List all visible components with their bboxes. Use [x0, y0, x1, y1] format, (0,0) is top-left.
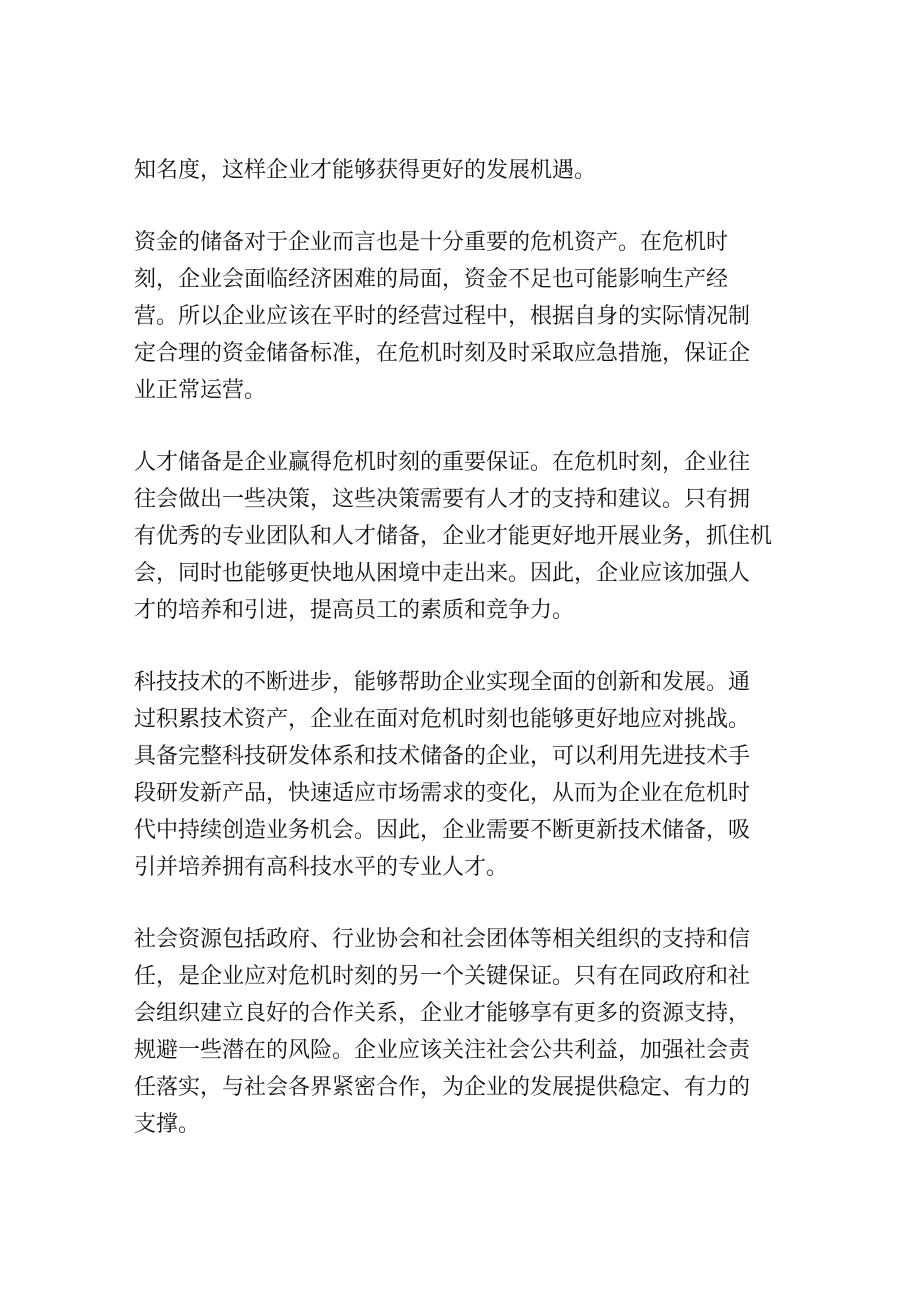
text-line: 有优秀的专业团队和人才储备，企业才能更好地开展业务，抓住机 [134, 524, 773, 549]
text-line: 规避一些潜在的风险。企业应该关注社会公共利益，加强社会责 [134, 1038, 751, 1063]
text-line: 过积累技术资产，企业在面对危机时刻也能够更好地应对挑战。 [134, 707, 751, 732]
text-line: 代中持续创造业务机会。因此，企业需要不断更新技术储备，吸 [134, 818, 751, 843]
text-line: 往会做出一些决策，这些决策需要有人才的支持和建议。只有拥 [134, 487, 751, 512]
text-line: 引并培养拥有高科技水平的专业人才。 [134, 855, 509, 880]
text-line: 人才储备是企业赢得危机时刻的重要保证。在危机时刻，企业往 [134, 450, 751, 475]
text-line: 段研发新产品，快速适应市场需求的变化，从而为企业在危机时 [134, 781, 751, 806]
text-line: 定合理的资金储备标准，在危机时刻及时采取应急措施，保证企 [134, 341, 751, 366]
paragraph-5 [134, 921, 786, 1143]
paragraph-3 [134, 444, 786, 629]
text-line: 科技技术的不断进步，能够帮助企业实现全面的创新和发展。通 [134, 670, 751, 695]
text-line: 业正常运营。 [134, 378, 267, 403]
paragraph-4 [134, 664, 786, 886]
text-line: 知名度，这样企业才能够获得更好的发展机遇。 [134, 158, 597, 183]
text-line: 社会资源包括政府、行业协会和社会团体等相关组织的支持和信 [134, 927, 751, 952]
paragraph-1 [134, 152, 786, 189]
text-line: 资金的储备对于企业而言也是十分重要的危机资产。在危机时 [134, 230, 729, 255]
text-line: 具备完整科技研发体系和技术储备的企业，可以利用先进技术手 [134, 744, 751, 769]
paragraph-2 [134, 224, 786, 409]
document-body [134, 152, 786, 1178]
text-line: 任，是企业应对危机时刻的另一个关键保证。只有在同政府和社 [134, 964, 751, 989]
text-line: 才的培养和引进，提高员工的素质和竞争力。 [134, 598, 575, 623]
text-line: 任落实，与社会各界紧密合作，为企业的发展提供稳定、有力的 [134, 1075, 751, 1100]
text-line: 刻，企业会面临经济困难的局面，资金不足也可能影响生产经 [134, 267, 729, 292]
text-line: 支撑。 [134, 1112, 201, 1137]
text-line: 会组织建立良好的合作关系，企业才能够享有更多的资源支持， [134, 1001, 751, 1026]
text-line: 会，同时也能够更快地从困境中走出来。因此，企业应该加强人 [134, 561, 751, 586]
text-line: 营。所以企业应该在平时的经营过程中，根据自身的实际情况制 [134, 304, 751, 329]
